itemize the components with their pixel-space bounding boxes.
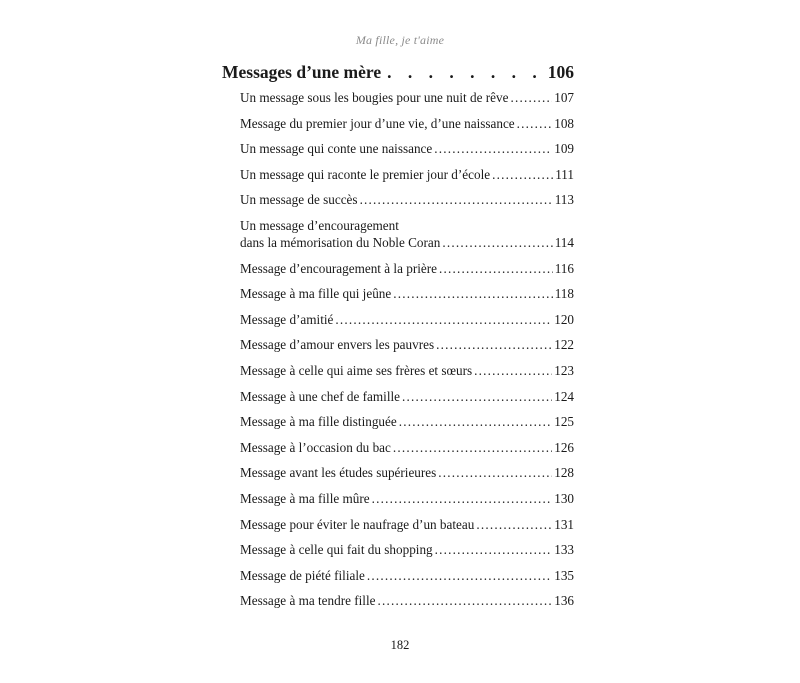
page-number: 182 [390,638,410,652]
toc-entry-page: 114 [554,234,574,250]
dot-leader [510,89,552,106]
dot-leader [474,362,552,379]
toc-entry-line [240,311,574,328]
toc-entry-title: Message à ma fille qui jeûne [240,286,392,302]
toc-entry-page: 109 [554,141,574,157]
toc-entry-line [240,592,574,609]
toc-entry-line [240,166,574,183]
toc-entry-page: 133 [554,542,574,558]
toc-entry-title: Message d’amitié [240,311,334,327]
toc-entry-title: Message à ma tendre fille [240,593,376,609]
toc-entry-title: Un message qui raconte le premier jour d’école [240,166,491,182]
toc-entry-page: 130 [554,490,574,506]
toc-entry-title: Message d’encouragement à la prière [240,260,437,276]
toc-entry-line [240,191,574,208]
toc-entry[interactable] [240,516,574,533]
toc-entry-title: Message du premier jour d’une vie, d’une naissance [240,115,515,131]
toc-entry-page: 118 [554,286,574,302]
toc-entry-page: 108 [554,115,574,131]
toc-entry-line [240,115,574,132]
toc-entry-title: Message à ma fille distinguée [240,414,397,430]
toc-entry-line [240,336,574,353]
toc-entry-title: Un message d’encouragement [240,217,399,233]
toc-entry-page: 136 [554,593,574,609]
toc-entry[interactable] [240,439,574,456]
toc-entry[interactable] [240,388,574,405]
toc-entry-title: Message à l’occasion du bac [240,439,391,455]
section-page: 106 [547,62,574,82]
toc-entry[interactable] [240,592,574,609]
toc-entry-page: 107 [554,90,574,105]
toc-entry[interactable] [240,89,574,106]
toc-entry[interactable] [240,567,574,584]
dot-leader [335,311,552,328]
dot-leader [442,234,552,251]
toc-entry[interactable] [240,336,574,353]
dot-leader [372,490,553,507]
dot-leader [387,62,542,83]
toc-entry-line [240,234,574,251]
toc-entry-title: dans la mémorisation du Noble Coran [240,234,441,250]
toc-entries [240,89,574,609]
toc-entry-title: Un message qui conte une naissance [240,141,433,157]
toc-entry[interactable] [240,191,574,208]
dot-leader [393,285,552,302]
toc-entry[interactable] [240,413,574,430]
toc-entry-line [240,388,574,405]
toc-entry-title: Message à ma fille mûre [240,490,370,506]
toc-entry-title: Message pour éviter le naufrage d’un bateau [240,516,475,532]
toc-entry-page: 116 [554,260,574,276]
toc-entry-title: Message de piété filiale [240,567,365,583]
dot-leader [439,260,553,277]
toc-entry-title: Message à une chef de famille [240,388,401,404]
dot-leader [367,567,552,584]
toc-entry-title: Message à celle qui fait du shopping [240,542,433,558]
table-of-contents [222,62,574,618]
toc-entry[interactable] [240,217,574,251]
toc-entry[interactable] [240,260,574,277]
toc-entry[interactable] [240,285,574,302]
toc-entry-title: Un message sous les bougies pour une nuit de rêve [240,90,509,105]
toc-entry-title: Message d’amour envers les pauvres [240,337,435,353]
toc-entry-title: Un message de succès [240,192,358,208]
toc-entry-line [240,413,574,430]
toc-entry-line [240,285,574,302]
dot-leader [517,115,553,132]
section-title: Messages d’une mère [222,62,382,82]
dot-leader [492,166,553,183]
toc-entry[interactable] [240,166,574,183]
dot-leader [360,191,553,208]
dot-leader [399,413,552,430]
dot-leader [377,592,552,609]
toc-entry-page: 131 [554,516,574,532]
toc-entry-line [240,362,574,379]
toc-entry-page: 135 [554,567,574,583]
toc-entry[interactable] [240,362,574,379]
toc-section-heading[interactable] [222,62,574,86]
toc-entry-line [240,490,574,507]
dot-leader [476,516,552,533]
toc-entry-title: Message avant les études supérieures [240,465,437,481]
dot-leader [436,336,552,353]
toc-entry-line [240,541,574,558]
toc-entry[interactable] [240,541,574,558]
toc-entry-page: 124 [554,388,574,404]
toc-entry[interactable] [240,490,574,507]
toc-entry-page: 111 [555,166,574,182]
toc-entry[interactable] [240,311,574,328]
dot-leader [434,140,552,157]
toc-entry-page: 128 [554,465,574,481]
dot-leader [393,439,552,456]
toc-entry-line [240,464,574,481]
running-header: Ma fille, je t'aime [355,33,445,47]
toc-entry-line [240,260,574,277]
toc-entry-line [240,217,574,234]
toc-entry-page: 125 [554,414,574,430]
toc-entry[interactable] [240,140,574,157]
toc-entry-page: 122 [554,337,574,353]
toc-entry-line [240,89,574,106]
toc-entry-line [240,516,574,533]
dot-leader [435,541,553,558]
dot-leader [402,388,552,405]
toc-entry-page: 120 [554,311,574,327]
toc-entry-title: Message à celle qui aime ses frères et sœurs [240,362,473,378]
toc-entry-line [240,140,574,157]
toc-entry-page: 113 [554,192,574,208]
toc-entry-line [240,439,574,456]
toc-entry[interactable] [240,464,574,481]
dot-leader [438,464,552,481]
toc-entry[interactable] [240,115,574,132]
toc-entry-page: 126 [554,439,574,455]
toc-entry-page: 123 [554,362,574,378]
toc-entry-line [240,567,574,584]
